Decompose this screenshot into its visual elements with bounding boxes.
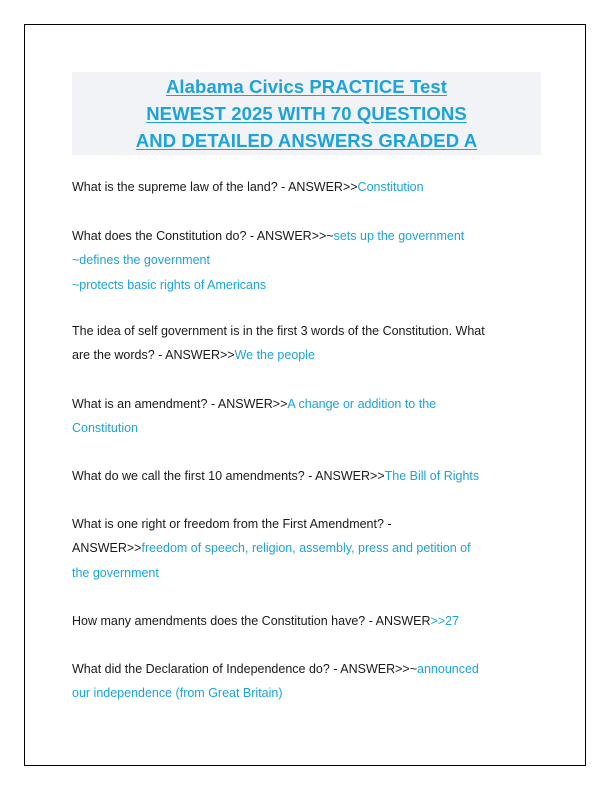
answer-text: sets up the government [333, 229, 465, 243]
question-text: What do we call the first 10 amendments? - ANSWER>> [72, 469, 385, 483]
qa-line [72, 613, 459, 629]
title-line-2: NEWEST 2025 WITH 70 QUESTIONS [146, 103, 467, 124]
answer-text: We the people [234, 348, 315, 362]
qa-line [72, 347, 315, 363]
qa-line [72, 468, 479, 484]
qa-line [72, 540, 471, 556]
question-text: The idea of self government is in the first 3 words of the Constitution. What [72, 324, 485, 338]
answer-text: The Bill of Rights [384, 469, 480, 483]
answer-text: freedom of speech, religion, assembly, press and petition of [141, 541, 471, 555]
answer-text: Constitution [72, 421, 139, 435]
question-text: are the words? - ANSWER>> [72, 348, 235, 362]
qa-line [72, 179, 424, 195]
answer-text: the government [72, 566, 159, 580]
qa-line [72, 228, 464, 244]
question-text: What did the Declaration of Independence do? - ANSWER>>~ [72, 662, 418, 676]
question-text: How many amendments does the Constitution have? - ANSWER [72, 614, 431, 628]
answer-text: ~defines the government [72, 253, 210, 267]
title-line-1: Alabama Civics PRACTICE Test [165, 76, 448, 97]
answer-text: Constitution [357, 180, 424, 194]
answer-text: >>27 [430, 614, 460, 628]
qa-line [72, 661, 479, 677]
title-line-3: AND DETAILED ANSWERS GRADED A [135, 130, 478, 151]
question-text: What is one right or freedom from the First Amendment? - [72, 517, 392, 531]
question-text: What is an amendment? - ANSWER>> [72, 397, 288, 411]
title-block [72, 72, 541, 155]
answer-text: announced [417, 662, 479, 676]
qa-line [72, 396, 436, 412]
question-text: What does the Constitution do? - ANSWER>>~ [72, 229, 334, 243]
question-text: What is the supreme law of the land? - ANSWER>> [72, 180, 358, 194]
answer-text: our independence (from Great Britain) [72, 686, 283, 700]
question-text: ANSWER>> [72, 541, 142, 555]
answer-text: A change or addition to the [287, 397, 437, 411]
answer-text: ~protects basic rights of Americans [72, 278, 267, 292]
